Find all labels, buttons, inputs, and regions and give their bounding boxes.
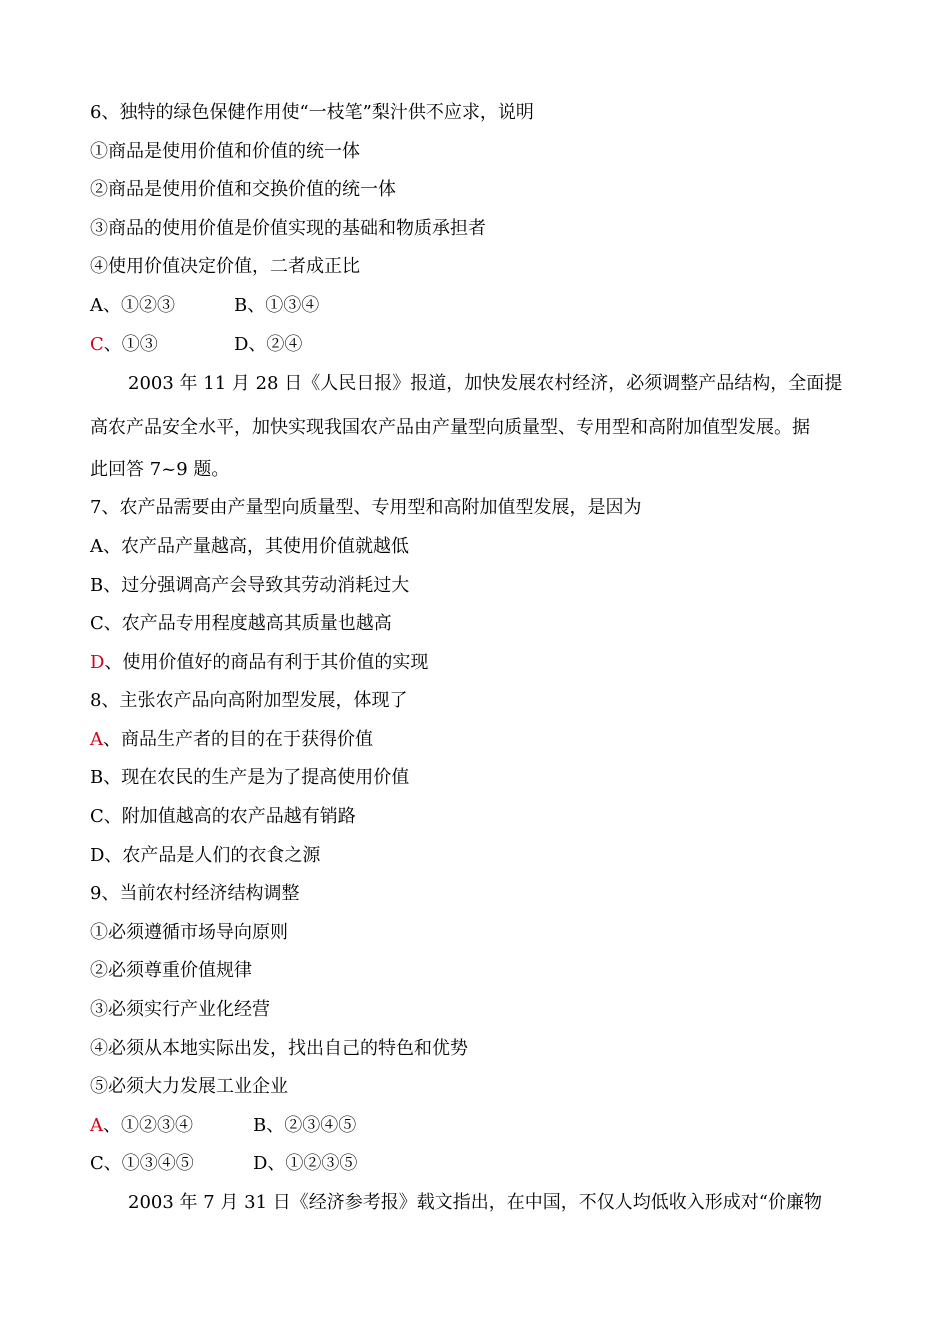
q8-option-a <box>90 728 373 752</box>
q9-stem: 9、当前农村经济结构调整 <box>90 883 300 904</box>
q6-option-c-text: 、①③ <box>103 334 158 355</box>
passage2-line-1: 2003 年 7 月 31 日《经济参考报》载文指出，在中国，不仅人均低收入形成对“价廉物 <box>128 1192 822 1213</box>
q8-answer-marker: A <box>90 729 103 750</box>
q7-option-a: A、农产品产量越高，其使用价值就越低 <box>90 536 409 557</box>
q9-option-a-text: 、①②③④ <box>103 1115 193 1136</box>
q9-item-3: ③必须实行产业化经营 <box>90 999 270 1020</box>
q7-option-d <box>90 651 428 675</box>
q6-option-a: A、①②③ <box>90 295 175 316</box>
q9-item-5: ⑤必须大力发展工业企业 <box>90 1076 288 1097</box>
q9-item-1: ①必须遵循市场导向原则 <box>90 922 288 943</box>
q9-option-b: B、②③④⑤ <box>253 1115 357 1136</box>
q6-item-4: ④使用价值决定价值，二者成正比 <box>90 256 360 277</box>
q7-option-b: B、过分强调高产会导致其劳动消耗过大 <box>90 575 410 596</box>
q6-option-b: B、①③④ <box>234 295 320 316</box>
passage1-line-2: 高农产品安全水平，加快实现我国农产品由产量型向质量型、专用型和高附加值型发展。据 <box>90 417 810 438</box>
q6-answer-marker: C <box>90 334 104 355</box>
q9-item-2: ②必须尊重价值规律 <box>90 960 252 981</box>
q9-option-d: D、①②③⑤ <box>253 1153 358 1174</box>
q7-option-d-text: 、使用价值好的商品有利于其价值的实现 <box>104 652 429 673</box>
passage1-line-1: 2003 年 11 月 28 日《人民日报》报道，加快发展农村经济，必须调整产品结构，全面提 <box>128 373 843 394</box>
q9-item-4: ④必须从本地实际出发，找出自己的特色和优势 <box>90 1038 468 1059</box>
q9-answer-marker: A <box>90 1115 103 1136</box>
q8-option-c: C、附加值越高的农产品越有销路 <box>90 806 356 827</box>
q9-option-c: C、①③④⑤ <box>90 1153 194 1174</box>
q6-option-d: D、②④ <box>234 334 303 355</box>
q8-option-a-text: 、商品生产者的目的在于获得价值 <box>103 729 373 750</box>
q7-answer-marker: D <box>90 652 105 673</box>
q7-stem: 7、农产品需要由产量型向质量型、专用型和高附加值型发展，是因为 <box>90 497 642 518</box>
q6-item-1: ①商品是使用价值和价值的统一体 <box>90 141 360 162</box>
q6-item-3: ③商品的使用价值是价值实现的基础和物质承担者 <box>90 218 486 239</box>
q8-option-b: B、现在农民的生产是为了提高使用价值 <box>90 767 410 788</box>
q6-stem: 6、独特的绿色保健作用使“一枝笔”梨汁供不应求，说明 <box>90 102 534 123</box>
q7-option-c: C、农产品专用程度越高其质量也越高 <box>90 613 392 634</box>
q6-item-2: ②商品是使用价值和交换价值的统一体 <box>90 179 396 200</box>
passage1-line-3: 此回答 7~9 题。 <box>90 459 230 480</box>
q8-option-d: D、农产品是人们的衣食之源 <box>90 845 321 866</box>
q6-option-c <box>90 333 158 357</box>
q9-option-a <box>90 1114 193 1138</box>
q8-stem: 8、主张农产品向高附加型发展，体现了 <box>90 690 408 711</box>
